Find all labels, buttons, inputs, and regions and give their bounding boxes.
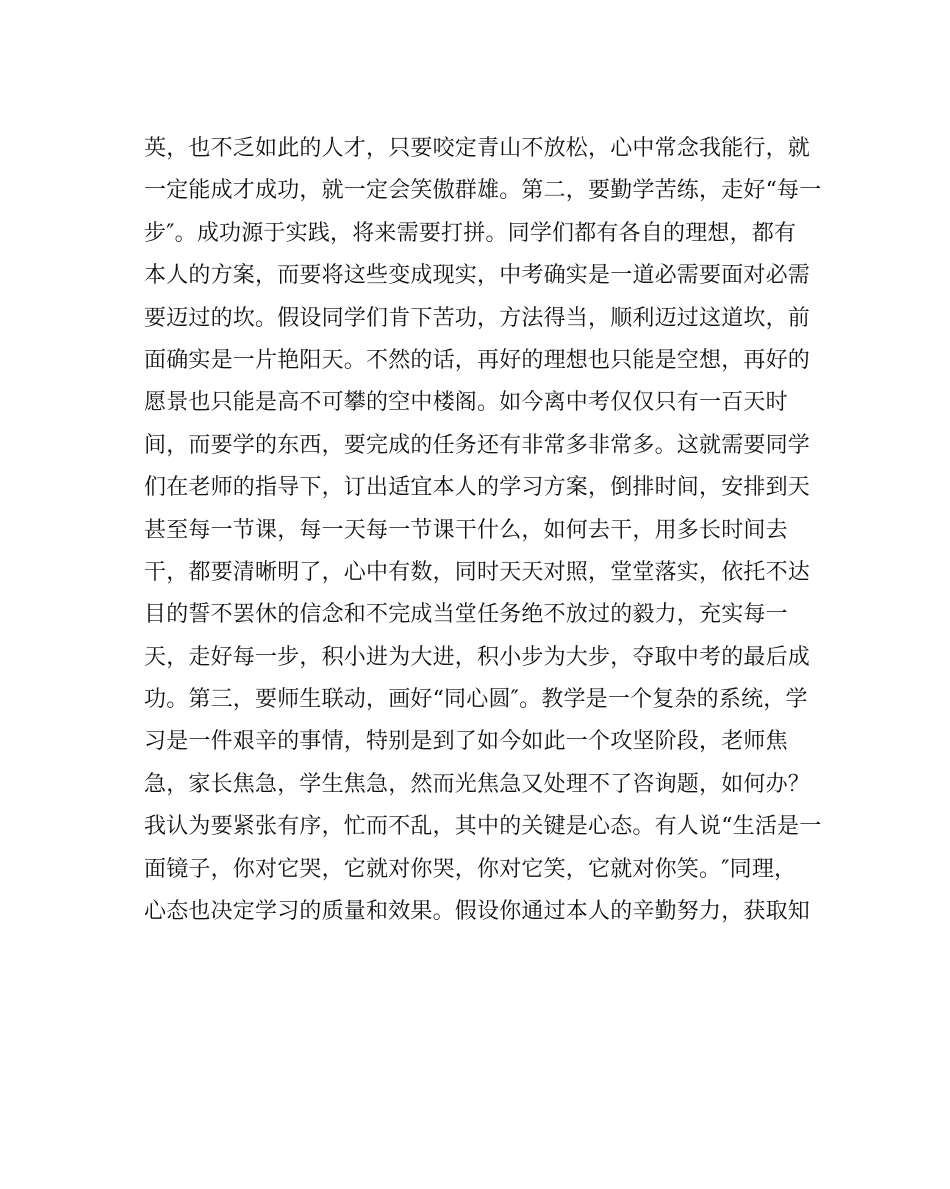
body-text <box>144 128 824 933</box>
text-line: 急，家长焦急，学生焦急，然而光焦急又处理不了咨询题，如何办？ <box>144 771 811 797</box>
text-line: 一定能成才成功，就一定会笑傲群雄。第二，要勤学苦练，走好“每一 <box>144 178 822 204</box>
text-line: 步″。成功源于实践，将来需要打拼。同学们都有各自的理想，都有 <box>144 220 797 246</box>
text-line: 本人的方案，而要将这些变成现实，中考确实是一道必需要面对必需 <box>144 263 811 289</box>
text-line: 干，都要清晰明了，心中有数，同时天天对照，堂堂落实，依托不达 <box>144 559 811 585</box>
text-line: 功。第三，要师生联动，画好“同心圆″。教学是一个复杂的系统，学 <box>144 687 808 713</box>
text-line: 目的誓不罢休的信念和不完成当堂任务绝不放过的毅力，充实每一 <box>144 602 788 628</box>
text-line: 间，而要学的东西，要完成的任务还有非常多非常多。这就需要同学 <box>144 432 811 458</box>
text-line: 英，也不乏如此的人才，只要咬定青山不放松，心中常念我能行，就 <box>144 136 811 161</box>
text-line: 我认为要紧张有序，忙而不乱，其中的关键是心态。有人说“生活是一 <box>144 814 822 840</box>
text-line: 要迈过的坎。假设同学们肯下苦功，方法得当，顺利迈过这道坎，前 <box>144 305 811 331</box>
text-line: 面确实是一片艳阳天。不然的话，再好的理想也只能是空想，再好的 <box>144 347 811 373</box>
text-line: 愿景也只能是高不可攀的空中楼阁。如今离中考仅仅只有一百天时 <box>144 390 788 416</box>
text-line: 们在老师的指导下，订出适宜本人的学习方案，倒排时间，安排到天 <box>144 475 811 501</box>
text-line: 心态也决定学习的质量和效果。假设你通过本人的辛勤努力，获取知 <box>144 899 811 925</box>
text-line: 甚至每一节课，每一天每一节课干什么，如何去干，用多长时间去 <box>144 517 788 543</box>
text-line: 天，走好每一步，积小进为大进，积小步为大步，夺取中考的最后成 <box>144 644 811 670</box>
text-line: 面镜子，你对它哭，它就对你哭，你对它笑，它就对你笑。″同理， <box>144 856 797 882</box>
text-line: 习是一件艰辛的事情，特别是到了如今如此一个攻坚阶段，老师焦 <box>144 729 788 755</box>
